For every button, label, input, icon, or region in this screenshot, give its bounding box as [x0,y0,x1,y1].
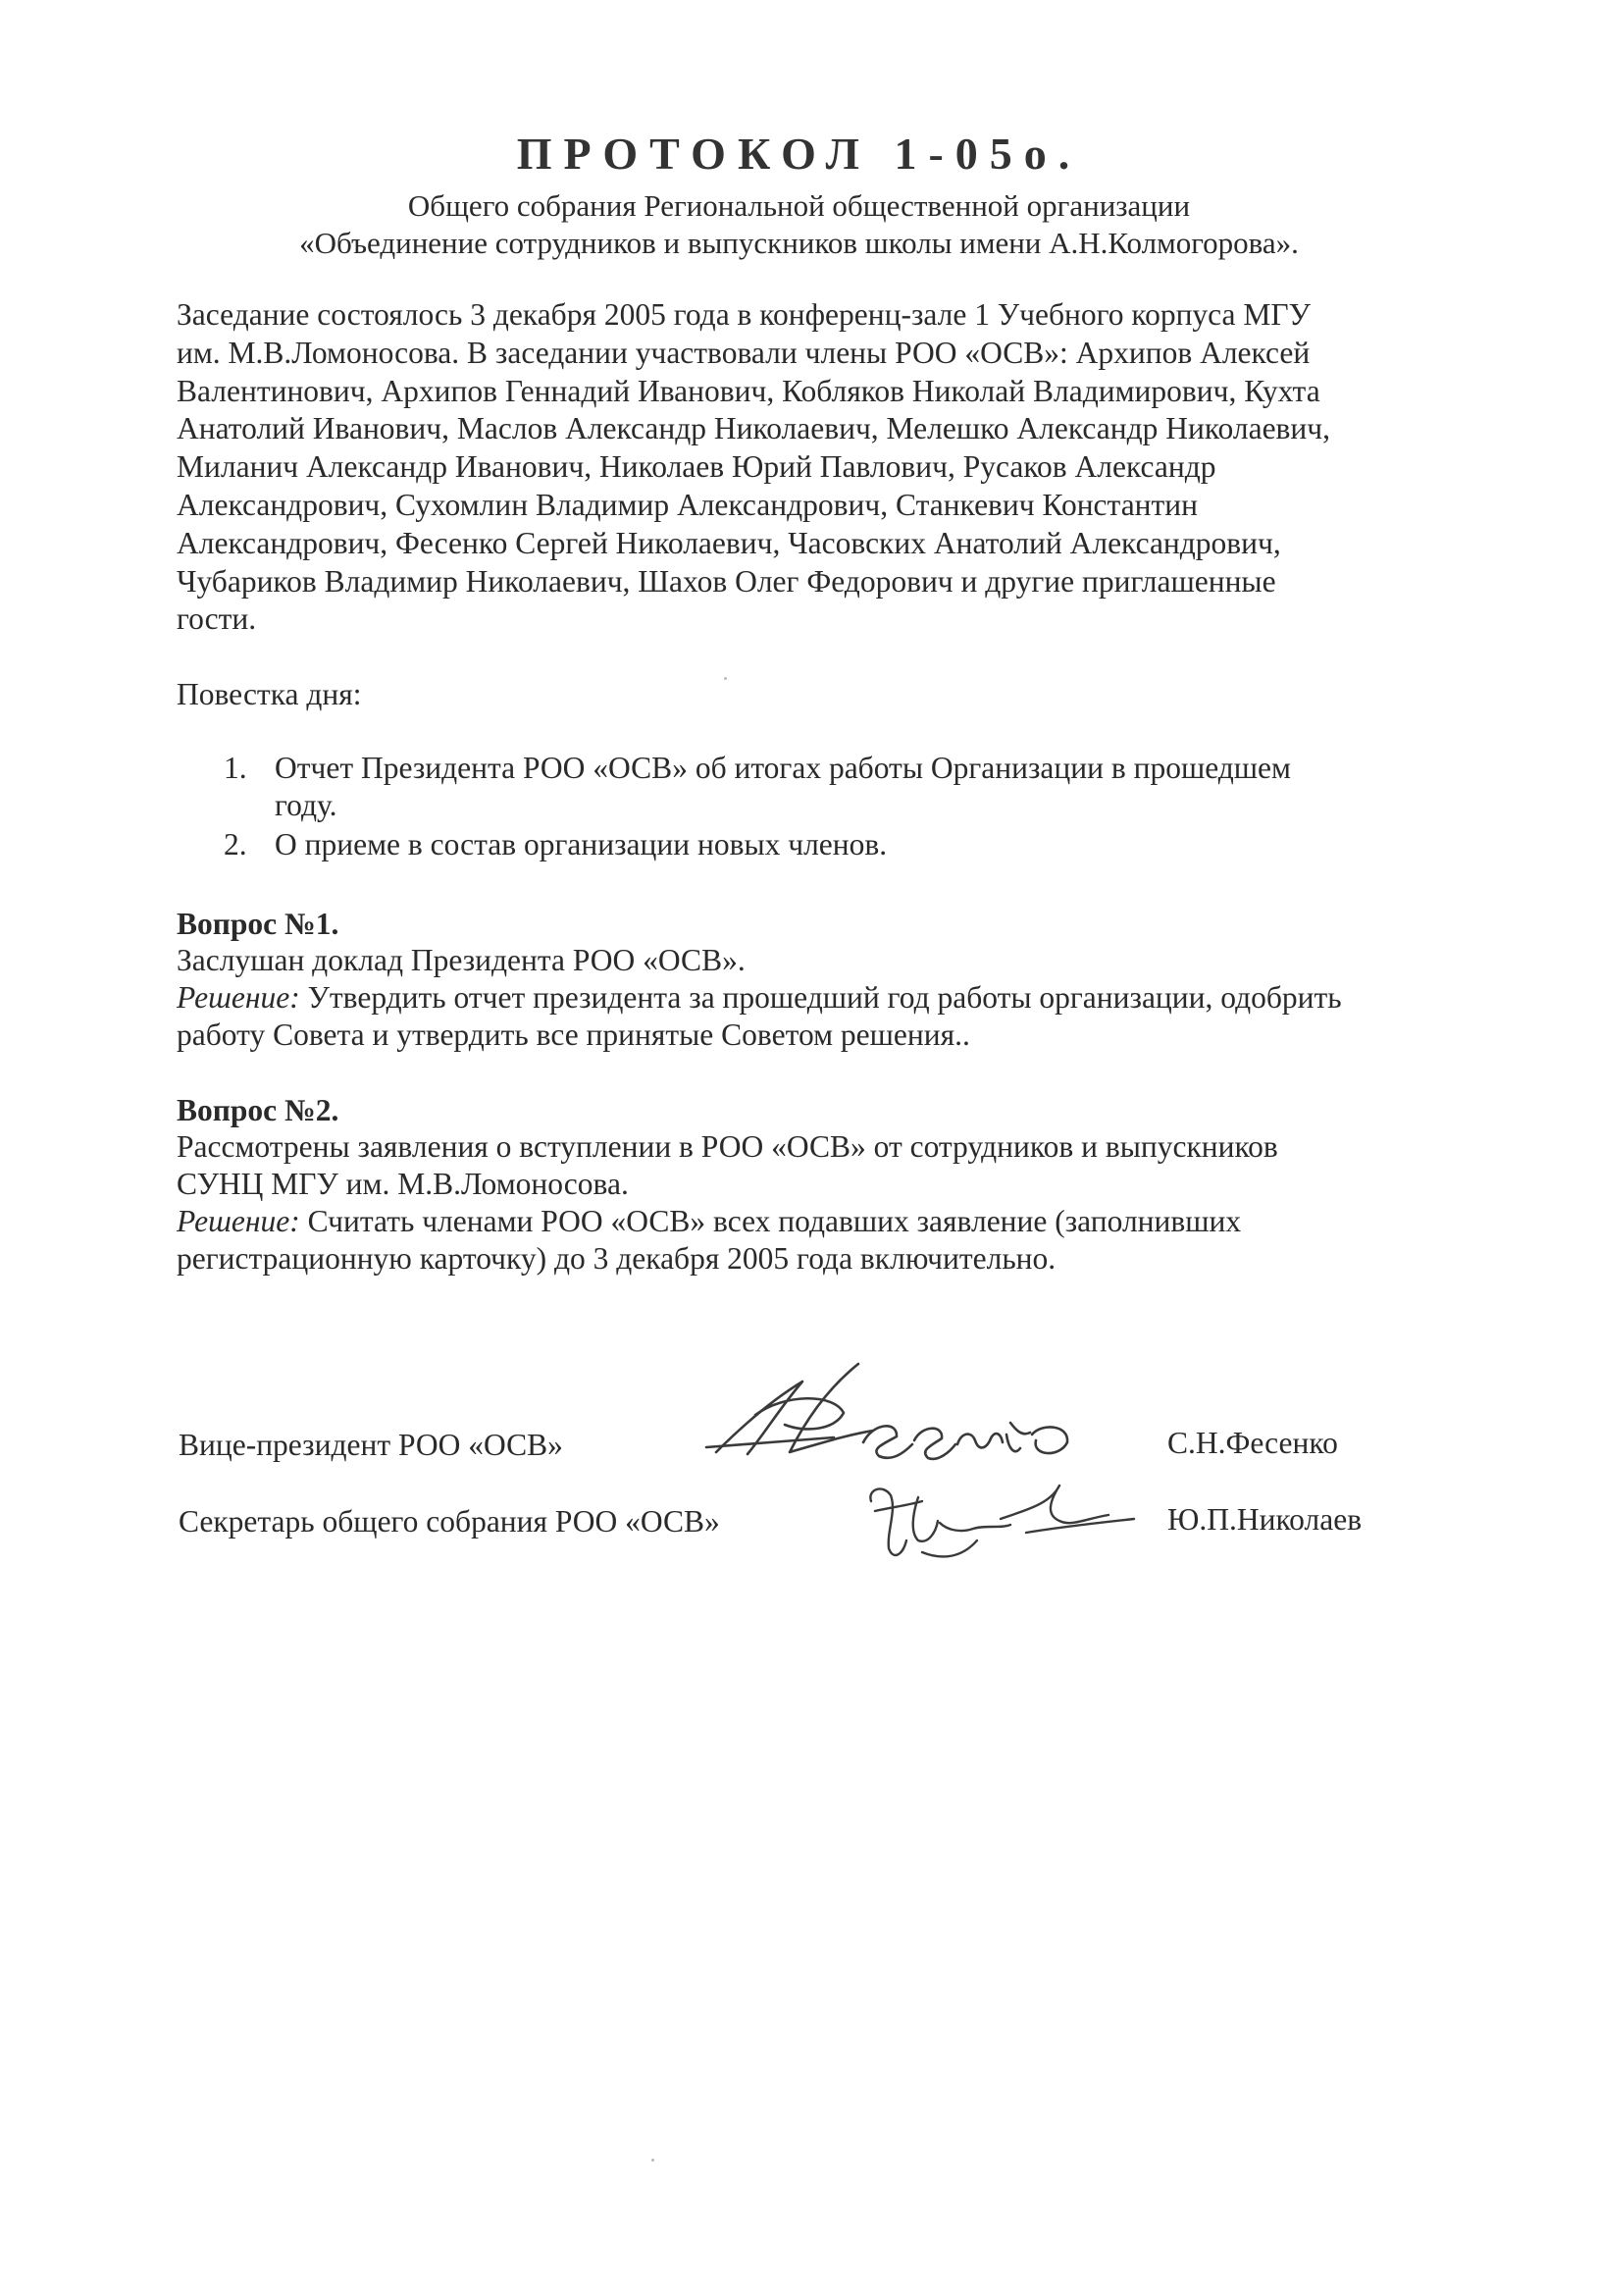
subtitle-line-1: Общего собрания Региональной общественной организации [407,188,1191,223]
paper-speck [724,677,727,680]
agenda-item-text-continued: году. [275,788,337,822]
intro-line: Чубариков Владимир Николаевич, Шахов Олег Федорович и другие приглашенные [177,563,1276,599]
agenda-item-number: 1. [224,751,247,785]
agenda-item-text: Отчет Президента РОО «ОСВ» об итогах работы Организации в прошедшем [275,751,1291,785]
intro-line: им. М.В.Ломоносова. В заседании участвовали члены РОО «ОСВ»: Архипов Алексей [177,335,1311,370]
paper-speck [651,2159,654,2162]
agenda-label: Повестка дня: [177,677,362,711]
decision-label: Решение: [177,1204,300,1238]
intro-paragraph [177,296,1432,639]
question-2-text-continued: СУНЦ МГУ им. М.В.Ломоносова. [177,1167,629,1201]
decision-label: Решение: [177,980,300,1015]
secretary-role: Секретарь общего собрания РОО «ОСВ» [179,1504,720,1539]
vice-president-name: С.Н.Фесенко [1167,1426,1338,1460]
vice-president-signature [687,1354,1099,1472]
document-title: ПРОТОКОЛ 1-05о. [516,129,1082,179]
question-1-title: Вопрос №1. [177,907,339,941]
question-2-decision [177,1204,1241,1239]
question-1-text: Заслушан доклад Президента РОО «ОСВ». [177,943,746,977]
question-1-decision-continued: работу Совета и утвердить все принятые Советом решения.. [177,1018,970,1052]
decision-text: Утвердить отчет президента за прошедший год работы организации, одобрить [307,980,1342,1015]
secretary-name: Ю.П.Николаев [1167,1502,1363,1537]
vice-president-role: Вице-президент РОО «ОСВ» [179,1428,563,1462]
agenda-item-text: О приеме в состав организации новых членов. [275,827,888,861]
decision-text: Считать членами РОО «ОСВ» всех подавших заявление (заполнивших [307,1204,1242,1238]
question-2-text: Рассмотрены заявления о вступлении в РОО «ОСВ» от сотрудников и выпускников [177,1129,1278,1164]
intro-line: гости. [177,601,257,637]
intro-line: Миланич Александр Иванович, Николаев Юрий Павлович, Русаков Александр [177,449,1216,485]
subtitle-line-2: «Объединение сотрудников и выпускников школы имени А.Н.Колмогорова». [299,226,1299,260]
intro-line: Анатолий Иванович, Маслов Александр Николаевич, Мелешко Александр Николаевич, [177,411,1331,446]
intro-line: Александрович, Сухомлин Владимир Александрович, Станкевич Константин [177,487,1199,522]
question-2-decision-continued: регистрационную карточку) до 3 декабря 2005 года включительно. [177,1241,1057,1276]
agenda-item-number: 2. [224,827,247,861]
question-2-title: Вопрос №2. [177,1093,339,1127]
intro-line: Александрович, Фесенко Сергей Николаевич, Часовских Анатолий Александрович, [177,525,1281,560]
intro-line: Валентинович, Архипов Геннадий Иванович, Кобляков Николай Владимирович, Кухта [177,373,1320,408]
intro-line: Заседание состоялось 3 декабря 2005 года в конференц-зале 1 Учебного корпуса МГУ [177,297,1311,332]
question-1-decision [177,980,1342,1016]
secretary-signature [853,1472,1148,1565]
